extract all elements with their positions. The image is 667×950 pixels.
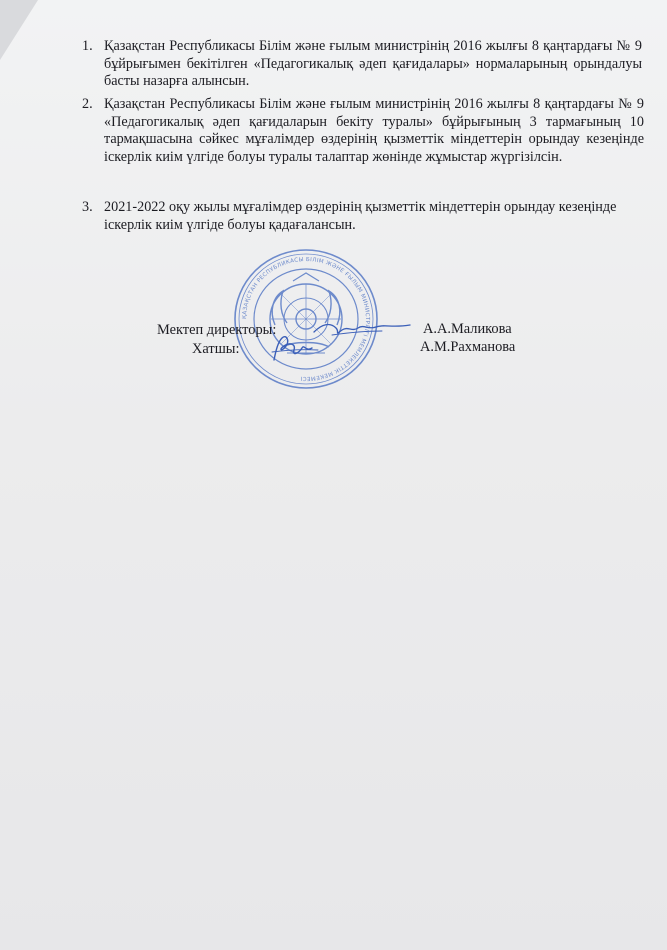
list-item-1-text: Қазақстан Республикасы Білім және ғылым министрінің 2016 жылғы 8 қаңтардағы № 9 бұйрығымен бекітілген «Педагогикалық әдеп қағидалары» нормаларының орындалуы басты назарға алынсын. bbox=[104, 38, 642, 90]
list-item-3-number: 3. bbox=[82, 199, 93, 215]
list-item-2-text: Қазақстан Республикасы Білім және ғылым министрінің 2016 жылғы 8 қаңтардағы № 9 «Педагогикалық әдеп қағидаларын бекіту туралы» бұйрығының 3 тармағының 10 тармақшасына сәйкес мұғалімдер өздерінің қызметтік міндеттерін орындау кезеңінде іскерлік киім үлгіде болуы туралы талаптар жөнінде жұмыстар жүргізілсін. bbox=[104, 96, 644, 165]
secretary-label: Хатшы: bbox=[192, 341, 240, 357]
director-name: А.А.Маликова bbox=[423, 321, 512, 337]
director-label: Мектеп директоры: bbox=[157, 322, 277, 338]
list-item-1-number: 1. bbox=[82, 38, 93, 54]
page-corner-shadow bbox=[0, 0, 38, 60]
list-item-2-number: 2. bbox=[82, 96, 93, 112]
secretary-signature bbox=[268, 332, 328, 366]
list-item-3-text: 2021-2022 оқу жылы мұғалімдер өздерінің қызметтік міндеттерін орындау кезеңінде іскерлік киім үлгіде болуы қадағалансын. bbox=[104, 199, 617, 233]
stamp-ring-text: ҚАЗАҚСТАН РЕСПУБЛИКАСЫ БІЛІМ ЖӘНЕ ҒЫЛЫМ МИНИСТРЛІГІ МЕМЛЕКЕТТІК МЕКЕМЕСІ bbox=[241, 256, 371, 382]
secretary-name: А.М.Рахманова bbox=[420, 339, 516, 355]
